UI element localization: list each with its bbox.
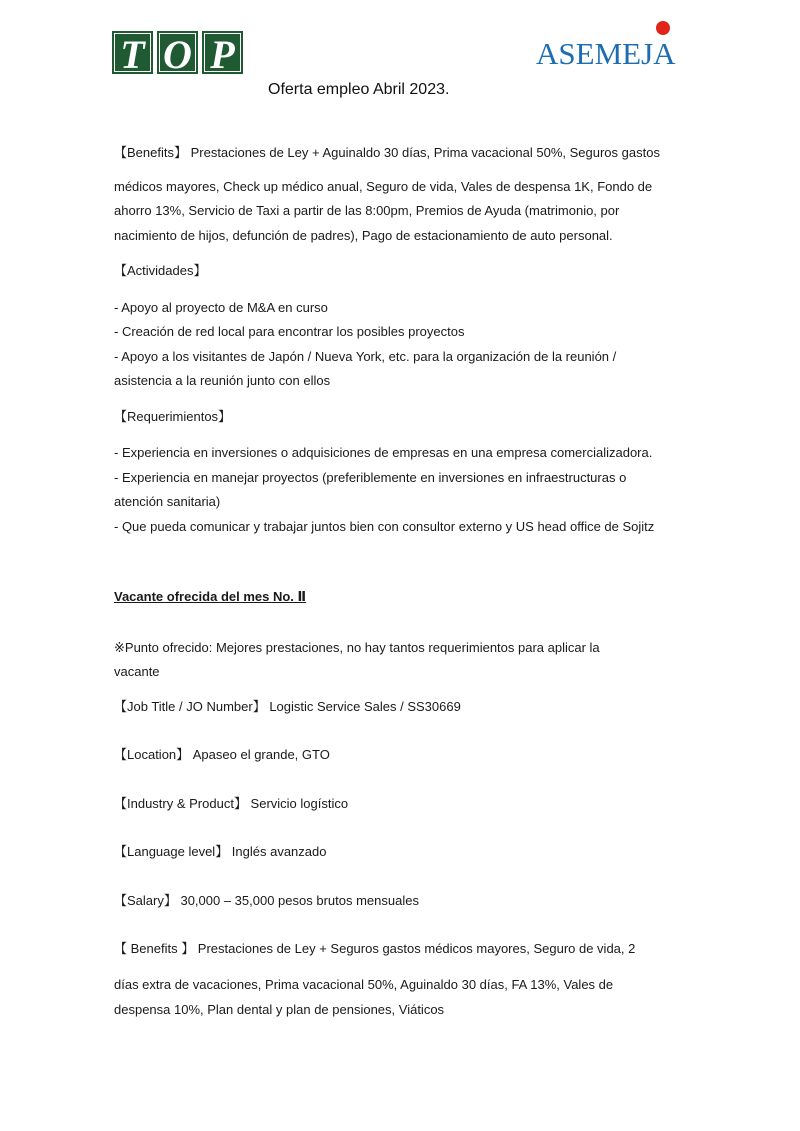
industry-line: 【Industry & Product】 Servicio logístico (114, 796, 349, 811)
requerimientos-item-1: - Experiencia en inversiones o adquisiciones de empresas en una empresa comercializadora. (114, 445, 653, 460)
top-logo (112, 31, 243, 77)
benefits-line-2: médicos mayores, Check up médico anual, Seguro de vida, Vales de despensa 1K, Fondo de (114, 179, 653, 194)
asemeja-logo-red-dot (656, 21, 670, 35)
top-logo-letter-t: T (112, 31, 153, 74)
top-logo-letter-o: O (157, 31, 198, 74)
asemeja-logo-text: ASEMEJA (536, 36, 676, 71)
benefits2-line-1: 【 Benefits 】 Prestaciones de Ley + Seguros gastos médicos mayores, Seguro de vida, 2 (114, 941, 636, 956)
requerimientos-heading: 【Requerimientos】 (114, 409, 232, 424)
requerimientos-item-3: - Que pueda comunicar y trabajar juntos bien con consultor externo y US head office de Sojitz (114, 519, 655, 534)
job-title-line: 【Job Title / JO Number】 Logistic Service Sales / SS30669 (114, 699, 461, 714)
actividades-item-1: - Apoyo al proyecto de M&A en curso (114, 300, 328, 315)
actividades-heading: 【Actividades】 (114, 263, 207, 278)
vacante-heading: Vacante ofrecida del mes No. Ⅱ (114, 589, 307, 604)
salary-line: 【Salary】 30,000 – 35,000 pesos brutos mensuales (114, 893, 419, 908)
punto-ofrecido-line-2: vacante (114, 664, 160, 679)
actividades-item-3-cont: asistencia a la reunión junto con ellos (114, 373, 331, 388)
asemeja-logo (536, 30, 686, 78)
benefits2-line-3: despensa 10%, Plan dental y plan de pensiones, Viáticos (114, 1002, 445, 1017)
language-line: 【Language level】 Inglés avanzado (114, 844, 327, 859)
benefits2-line-2: días extra de vacaciones, Prima vacacional 50%, Aguinaldo 30 días, FA 13%, Vales de (114, 977, 614, 992)
benefits-line-1: 【Benefits】 Prestaciones de Ley + Aguinaldo 30 días, Prima vacacional 50%, Seguros gastos (114, 145, 660, 160)
requerimientos-item-2: - Experiencia en manejar proyectos (preferiblemente en inversiones en infraestructuras o (114, 470, 627, 485)
location-line: 【Location】 Apaseo el grande, GTO (114, 747, 330, 762)
punto-ofrecido-line-1: ※Punto ofrecido: Mejores prestaciones, no hay tantos requerimientos para aplicar la (114, 640, 600, 655)
actividades-item-3: - Apoyo a los visitantes de Japón / Nueva York, etc. para la organización de la reunión / (114, 349, 617, 364)
top-logo-letter-p: P (202, 31, 243, 74)
benefits-line-3: ahorro 13%, Servicio de Taxi a partir de las 8:00pm, Premios de Ayuda (matrimonio, por (114, 203, 620, 218)
requerimientos-item-2-cont: atención sanitaria) (114, 494, 221, 509)
benefits-line-4: nacimiento de hijos, defunción de padres), Pago de estacionamiento de auto personal. (114, 228, 613, 243)
actividades-item-2: - Creación de red local para encontrar los posibles proyectos (114, 324, 465, 339)
page-title: Oferta empleo Abril 2023. (268, 81, 450, 98)
